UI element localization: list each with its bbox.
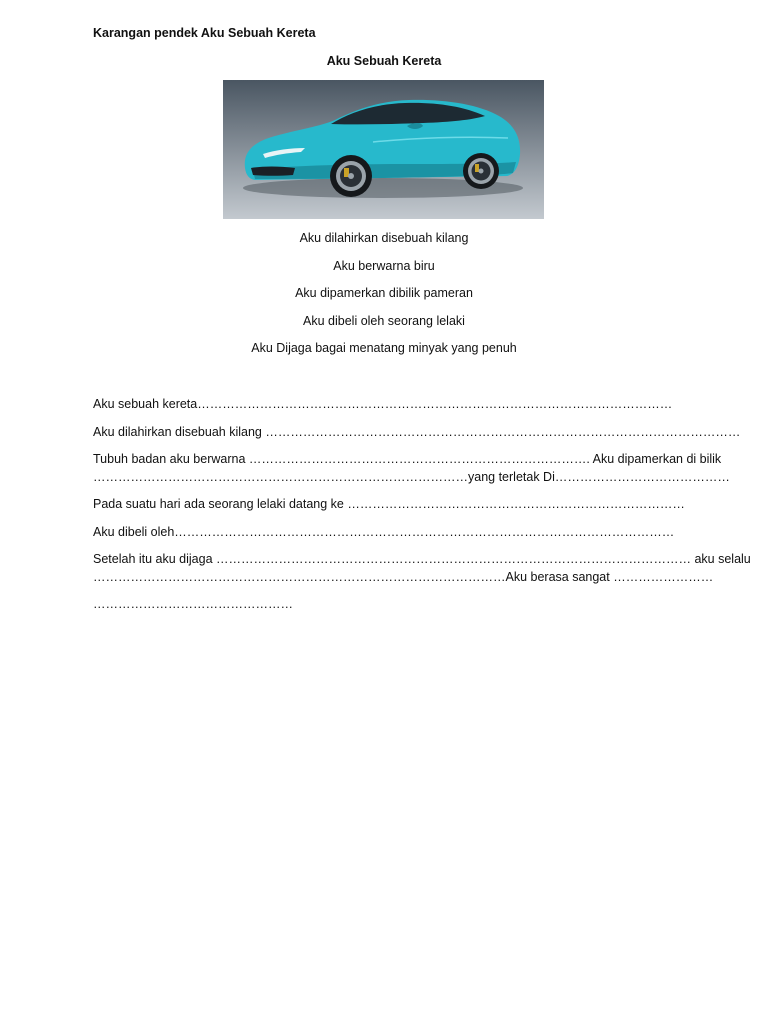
document-header: Karangan pendek Aku Sebuah Kereta — [93, 26, 316, 40]
front-wheel-hub — [348, 173, 354, 179]
car-front-intake — [251, 167, 295, 176]
poem-line: Aku dipamerkan dibilik pameran — [295, 286, 473, 300]
exercise-line: Tubuh badan aku berwarna ………………………………………………………………………. Aku dipamerkan di bilik — [93, 452, 722, 466]
poem-line: Aku dibeli oleh seorang lelaki — [303, 313, 465, 328]
poem — [0, 231, 768, 369]
fill-in-exercise — [93, 396, 751, 624]
rear-wheel-hub — [479, 169, 484, 174]
exercise-line: Setelah itu aku dijaga …………………………………………………………………………………………………… aku selalu — [93, 552, 751, 566]
exercise-paragraph — [93, 524, 683, 542]
poem-line: Aku Dijaga bagai menatang minyak yang penuh — [251, 341, 517, 355]
exercise-paragraph — [93, 596, 683, 614]
poem-line: Aku berwarna biru — [333, 258, 435, 273]
exercise-line: Aku dibeli oleh………………………………………………………………………………………………………… — [93, 524, 675, 539]
exercise-line: Pada suatu hari ada seorang lelaki datang ke ……………………………………………………………………… — [93, 497, 685, 511]
exercise-line: ………………………………………………………………………………………Aku berasa sangat …………………… — [93, 569, 714, 584]
exercise-line: ………………………………………………………………………………yang terletak Di…………………………………… — [93, 469, 730, 484]
poem-line: Aku dilahirkan disebuah kilang — [299, 231, 469, 245]
car-photo — [223, 80, 544, 219]
exercise-paragraph — [93, 396, 683, 414]
exercise-line: Aku dilahirkan disebuah kilang …………………………………………………………………………………………………… — [93, 424, 741, 439]
exercise-paragraph — [93, 496, 683, 514]
exercise-paragraph — [93, 551, 751, 586]
rear-brake-caliper — [475, 164, 479, 172]
car-illustration — [223, 80, 544, 219]
exercise-paragraph — [93, 424, 741, 442]
exercise-line: Aku sebuah kereta…………………………………………………………………………………………………… — [93, 397, 673, 411]
exercise-paragraph — [93, 451, 730, 486]
exercise-line: ………………………………………… — [93, 597, 293, 611]
page-title: Aku Sebuah Kereta — [326, 54, 442, 68]
